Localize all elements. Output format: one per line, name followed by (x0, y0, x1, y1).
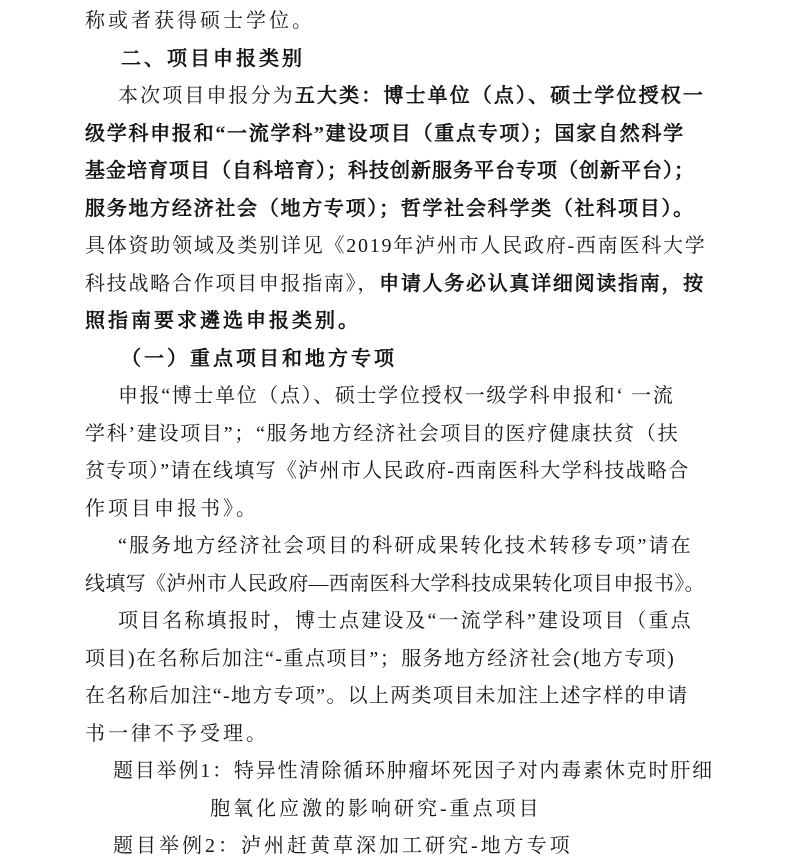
text-segment-bold: 申请人务必认真详细阅读指南，按 (379, 272, 705, 295)
text-segment: 本次项目申报分为 (118, 85, 295, 107)
text-line (85, 753, 725, 791)
text-segment: 线填写《泸州市人民政府—西南医科大学科技成果转化项目申报书》。 (85, 572, 705, 595)
text-line (85, 566, 725, 604)
text-segment: 科技战略合作项目申报指南》， (85, 272, 380, 295)
text-line (85, 266, 725, 304)
text-line (85, 378, 725, 416)
text-line (85, 303, 725, 341)
text-line (85, 528, 725, 566)
text-line (85, 3, 725, 41)
text-line (85, 491, 725, 529)
text-line (85, 678, 725, 716)
text-segment: 作项目申报书》。 (85, 497, 259, 520)
text-segment: 题目举例1：特异性清除循环肿瘤坏死因子对内毒素休克时肝细 (113, 760, 714, 782)
text-line (85, 41, 725, 79)
text-segment-bold: 照指南要求遴选申报类别。 (85, 310, 361, 332)
text-line (85, 828, 725, 864)
text-segment-bold: 五大类：博士单位（点）、硕士学位授权一 (294, 85, 705, 107)
text-line (85, 416, 725, 454)
text-line (85, 116, 725, 154)
text-segment: 申报“博士单位（点）、硕士学位授权一级学科申报和‘ 一流 (118, 385, 675, 407)
text-line (85, 78, 725, 116)
text-segment: 贫专项）”请在线填写《泸州市人民政府-西南医科大学科技战略合 (85, 460, 690, 482)
text-segment: 胞氧化应激的影响研究-重点项目 (210, 797, 542, 820)
text-segment-bold: 基金培育项目（自科培育）；科技创新服务平台专项（创新平台）； (85, 160, 695, 182)
text-line (85, 191, 725, 229)
text-segment-bold: 二、项目申报类别 (121, 47, 305, 70)
text-segment: 项目)在名称后加注“-重点项目”；服务地方经济社会(地方专项) (85, 647, 676, 670)
text-line (85, 791, 725, 829)
text-segment: 称或者获得硕士学位。 (85, 10, 315, 32)
text-segment: 项目名称填报时，博士点建设及“一流学科”建设项目（重点 (118, 610, 693, 632)
text-line (85, 716, 725, 754)
text-line (85, 228, 725, 266)
text-segment-bold: 服务地方经济社会（地方专项）；哲学社会科学类（社科项目）。 (85, 197, 695, 220)
text-line (85, 603, 725, 641)
text-segment: 具体资助领域及类别详见《2019年泸州市人民政府-西南医科大学 (85, 235, 707, 257)
text-segment-bold: 级学科申报和“一流学科”建设项目（重点专项）；国家自然科学 (85, 122, 685, 145)
text-segment: 题目举例2：泸州赶黄草深加工研究-地方专项 (113, 835, 573, 857)
text-segment: 在名称后加注“-地方专项”。以上两类项目未加注上述字样的申请 (85, 685, 689, 707)
text-line (85, 453, 725, 491)
text-segment-bold: （一）重点项目和地方专项 (121, 347, 397, 370)
document-text-block (85, 3, 725, 864)
text-line (85, 641, 725, 679)
text-segment: 学科’建设项目”；“服务地方经济社会项目的医疗健康扶贫（扶 (85, 422, 680, 445)
text-line (85, 153, 725, 191)
text-segment: “服务地方经济社会项目的科研成果转化技术转移专项”请在 (118, 535, 693, 557)
text-segment: 书一律不予受理。 (85, 722, 269, 745)
text-line (85, 341, 725, 379)
